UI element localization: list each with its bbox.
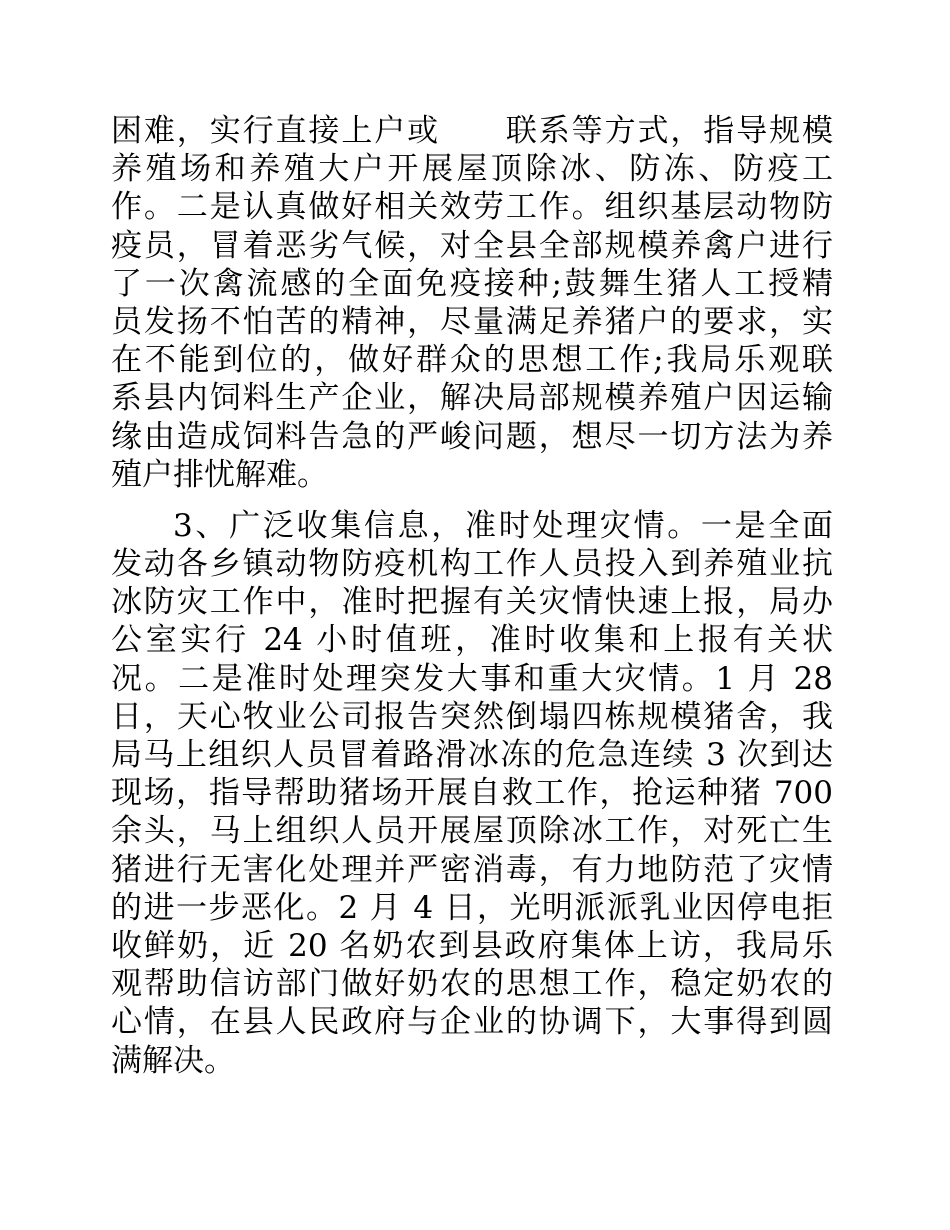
text-line: 养殖场和养殖大户开展屋顶除冰、防冻、防疫工 <box>111 151 833 188</box>
paragraph-2 <box>111 507 833 1080</box>
text-line: 观帮助信访部门做好奶农的思想工作，稳定奶农的 <box>111 966 833 1003</box>
paragraph-spacer <box>111 494 833 507</box>
text-line: 员发扬不怕苦的精神，尽量满足养猪户的要求，实 <box>111 303 833 340</box>
text-line: 缘由造成饲料告急的严峻问题，想尽一切方法为养 <box>111 418 833 455</box>
text-line: 日，天心牧业公司报告突然倒塌四栋规模猪舍，我 <box>111 698 833 735</box>
text-line: 的进一步恶化。2 月 4 日，光明派派乳业因停电拒 <box>111 889 833 926</box>
text-line: 满解决。 <box>111 1042 235 1079</box>
text-line: 在不能到位的，做好群众的思想工作;我局乐观联 <box>111 342 833 379</box>
text-line: 况。二是准时处理突发大事和重大灾情。1 月 28 <box>111 660 833 697</box>
text-line: 了一次禽流感的全面免疫接种;鼓舞生猪人工授精 <box>111 265 833 302</box>
text-line: 3、广泛收集信息，准时处理灾情。一是全面 <box>173 507 833 544</box>
text-line: 现场，指导帮助猪场开展自救工作，抢运种猪 700 <box>111 775 833 812</box>
paragraph-1 <box>111 112 833 494</box>
text-line: 冰防灾工作中，准时把握有关灾情快速上报，局办 <box>111 584 833 621</box>
text-line: 系县内饲料生产企业，解决局部规模养殖户因运输 <box>111 380 833 417</box>
text-line: 收鲜奶，近 20 名奶农到县政府集体上访，我局乐 <box>111 927 833 964</box>
text-line: 余头，马上组织人员开展屋顶除冰工作，对死亡生 <box>111 813 833 850</box>
text-line: 发动各乡镇动物防疫机构工作人员投入到养殖业抗 <box>111 546 833 583</box>
document-body <box>111 112 833 1080</box>
text-line: 作。二是认真做好相关效劳工作。组织基层动物防 <box>111 189 833 226</box>
text-line: 疫员，冒着恶劣气候，对全县全部规模养禽户进行 <box>111 227 833 264</box>
text-line: 殖户排忧解难。 <box>111 456 328 493</box>
text-line: 心情，在县人民政府与企业的协调下，大事得到圆 <box>111 1004 833 1041</box>
text-line: 困难，实行直接上户或 联系等方式，指导规模 <box>111 113 833 149</box>
text-line: 公室实行 24 小时值班，准时收集和上报有关状 <box>111 622 833 659</box>
text-line: 局马上组织人员冒着路滑冰冻的危急连续 3 次到达 <box>111 737 833 773</box>
text-line: 猪进行无害化处理并严密消毒，有力地防范了灾情 <box>111 851 833 888</box>
